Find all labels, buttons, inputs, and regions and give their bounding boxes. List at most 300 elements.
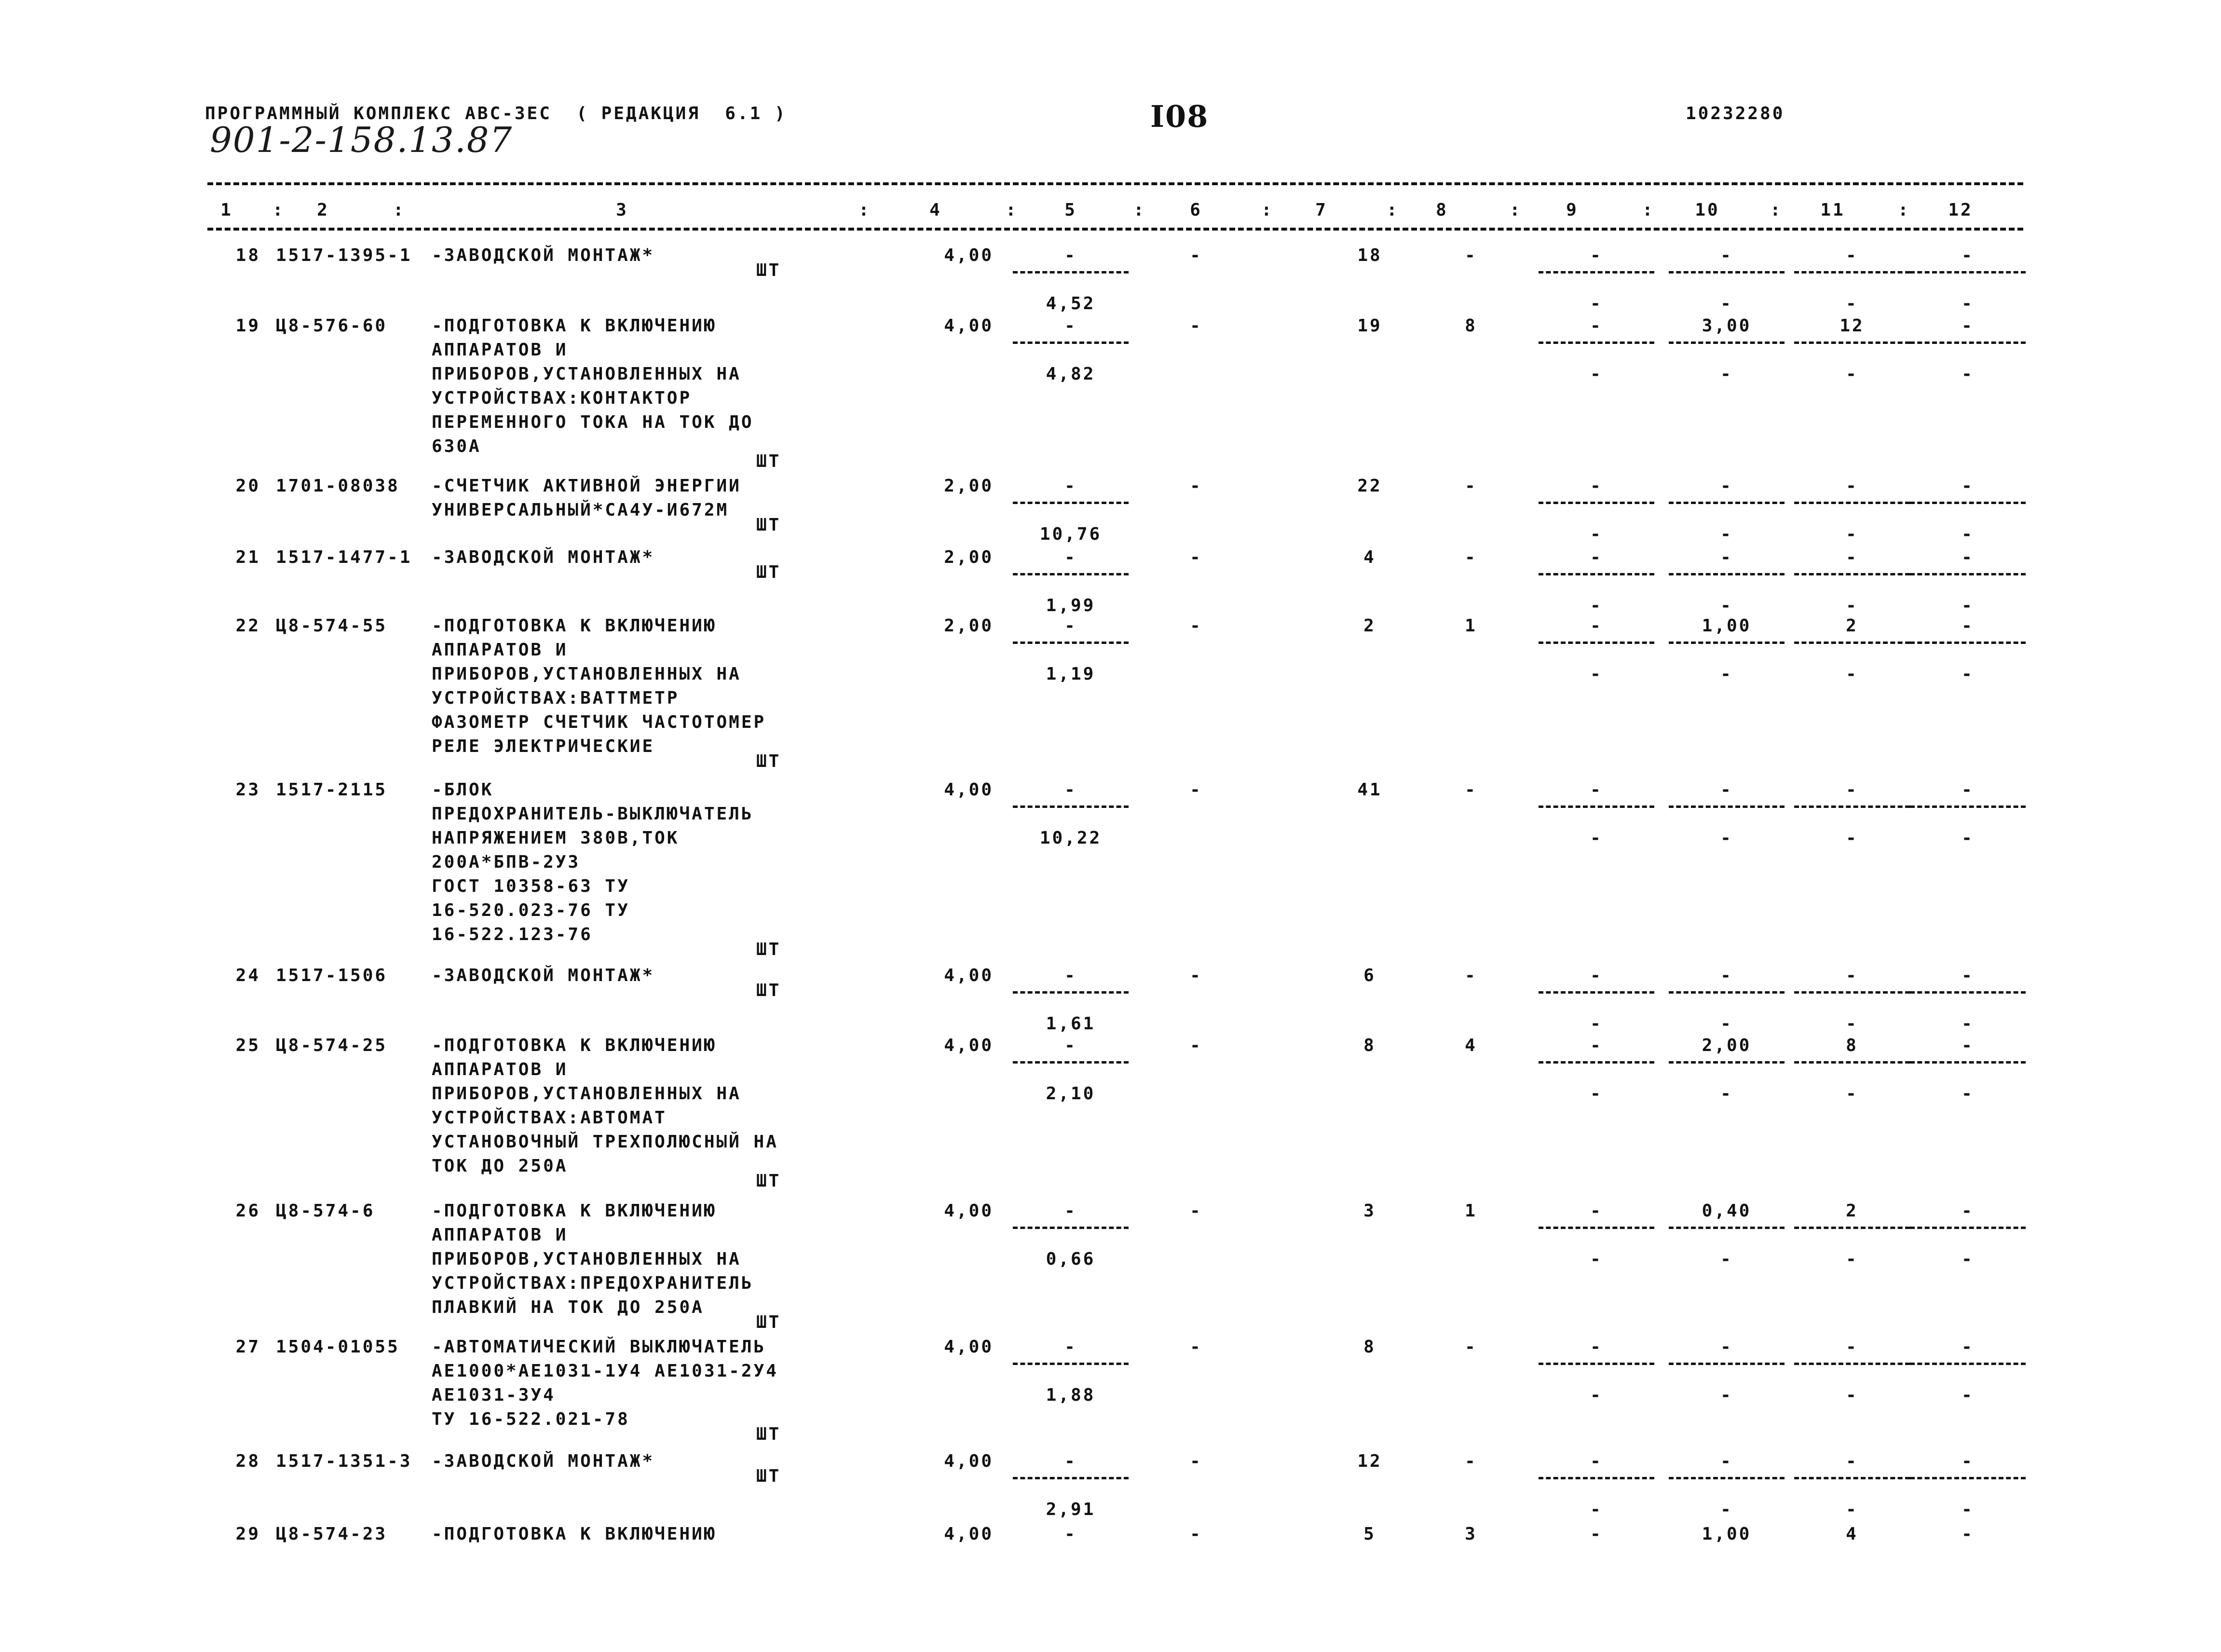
col5-bottom-value: 0,66 <box>1046 1249 1096 1269</box>
row-number: 24 <box>235 966 260 985</box>
c9-divider <box>1539 991 1654 994</box>
item-code: 1517-1477-1 <box>276 547 412 567</box>
c10-bottom-value: - <box>1720 596 1733 615</box>
c11-top-value: 4 <box>1846 1524 1858 1544</box>
c10-divider <box>1669 573 1785 575</box>
item-description-line: УСТРОЙСТВАХ:ПРЕДОХРАНИТЕЛЬ <box>432 1273 754 1293</box>
col5-top-value: - <box>1064 246 1077 265</box>
c11-top-value: 2 <box>1846 616 1858 636</box>
quantity: 4,00 <box>944 1036 994 1055</box>
c11-bottom-value: - <box>1846 1385 1858 1405</box>
col7-value: 2 <box>1363 616 1376 636</box>
c9-top-value: - <box>1590 246 1603 265</box>
c10-divider <box>1669 341 1785 344</box>
col6-value: - <box>1190 476 1202 496</box>
c11-bottom-value: - <box>1846 828 1858 848</box>
col8-value: 1 <box>1465 616 1477 636</box>
c12-bottom-value: - <box>1962 828 1974 848</box>
c12-top-value: - <box>1962 246 1974 265</box>
column-header-2: 2 <box>317 200 329 220</box>
item-code: Ц8-574-55 <box>276 616 388 636</box>
c12-bottom-value: - <box>1962 364 1974 384</box>
c12-divider <box>1910 1363 2026 1365</box>
c12-bottom-value: - <box>1962 1249 1974 1269</box>
c11-divider <box>1794 502 1910 504</box>
row-number: 26 <box>235 1201 260 1221</box>
col5-divider <box>1013 1477 1129 1479</box>
c10-divider <box>1669 1363 1785 1365</box>
column-header-8: 8 <box>1436 200 1448 220</box>
col6-value: - <box>1190 616 1202 636</box>
row-number: 18 <box>235 246 260 265</box>
c10-bottom-value: - <box>1720 1500 1733 1519</box>
c9-bottom-value: - <box>1590 1249 1603 1269</box>
c10-divider <box>1669 806 1785 808</box>
c9-top-value: - <box>1590 616 1603 636</box>
unit-label: ШТ <box>756 1424 781 1444</box>
c11-bottom-value: - <box>1846 364 1858 384</box>
item-description-line: 630А <box>432 437 481 456</box>
col7-value: 18 <box>1357 246 1382 265</box>
col6-value: - <box>1190 316 1202 336</box>
item-description-line: -АВТОМАТИЧЕСКИЙ ВЫКЛЮЧАТЕЛЬ <box>432 1337 766 1357</box>
c11-bottom-value: - <box>1846 664 1858 684</box>
c11-top-value: - <box>1846 1337 1858 1357</box>
quantity: 2,00 <box>944 476 994 496</box>
quantity: 4,00 <box>944 316 994 336</box>
quantity: 4,00 <box>944 1524 994 1544</box>
c11-divider <box>1794 271 1910 273</box>
column-separator: : <box>393 200 406 220</box>
row-number: 27 <box>235 1337 260 1357</box>
item-code: Ц8-576-60 <box>276 316 388 336</box>
item-code: Ц8-574-23 <box>276 1524 388 1544</box>
column-header-11: 11 <box>1820 200 1845 220</box>
col5-bottom-value: 4,82 <box>1046 364 1096 384</box>
c9-bottom-value: - <box>1590 664 1603 684</box>
col7-value: 19 <box>1357 316 1382 336</box>
c10-divider <box>1669 1477 1785 1479</box>
item-description-line: -ЗАВОДСКОЙ МОНТАЖ* <box>432 547 655 567</box>
col5-divider <box>1013 271 1129 273</box>
col5-top-value: - <box>1064 476 1077 496</box>
c10-top-value: 1,00 <box>1702 616 1752 636</box>
c9-top-value: - <box>1590 476 1603 496</box>
c9-divider <box>1539 1363 1654 1365</box>
c12-bottom-value: - <box>1962 1385 1974 1405</box>
c10-bottom-value: - <box>1720 524 1733 544</box>
col5-divider <box>1013 502 1129 504</box>
quantity: 4,00 <box>944 966 994 985</box>
column-separator: : <box>273 200 285 220</box>
c9-divider <box>1539 806 1654 808</box>
col5-divider <box>1013 806 1129 808</box>
item-description-line: ПРИБОРОВ,УСТАНОВЛЕННЫХ НА <box>432 664 741 684</box>
c10-top-value: 0,40 <box>1702 1201 1752 1221</box>
unit-label: ШТ <box>756 940 781 959</box>
c11-divider <box>1794 573 1910 575</box>
c9-bottom-value: - <box>1590 524 1603 544</box>
col6-value: - <box>1190 1451 1202 1471</box>
c12-bottom-value: - <box>1962 294 1974 314</box>
col6-value: - <box>1190 1201 1202 1221</box>
col5-divider <box>1013 573 1129 575</box>
item-description-line: -ПОДГОТОВКА К ВКЛЮЧЕНИЮ <box>432 1524 717 1544</box>
item-code: 1701-08038 <box>276 476 400 496</box>
c12-divider <box>1910 991 2026 994</box>
col5-bottom-value: 10,22 <box>1039 828 1102 848</box>
c10-bottom-value: - <box>1720 828 1733 848</box>
col5-divider <box>1013 1363 1129 1365</box>
c10-top-value: 2,00 <box>1702 1036 1752 1055</box>
c12-top-value: - <box>1962 1524 1974 1544</box>
item-description-line: АЕ1031-3У4 <box>432 1385 556 1405</box>
col8-value: 8 <box>1465 316 1477 336</box>
c9-top-value: - <box>1590 966 1603 985</box>
c11-top-value: 2 <box>1846 1201 1858 1221</box>
col8-value: - <box>1465 780 1477 800</box>
c10-bottom-value: - <box>1720 1014 1733 1034</box>
item-description-line: -ПОДГОТОВКА К ВКЛЮЧЕНИЮ <box>432 316 717 336</box>
c12-bottom-value: - <box>1962 664 1974 684</box>
c10-top-value: 1,00 <box>1702 1524 1752 1544</box>
quantity: 4,00 <box>944 1451 994 1471</box>
item-description-line: РЕЛЕ ЭЛЕКТРИЧЕСКИЕ <box>432 737 655 756</box>
program-header: ПРОГРАММНЫЙ КОМПЛЕКС АВС-3ЕС ( РЕДАКЦИЯ 6.1 ) <box>205 104 787 123</box>
unit-label: ШТ <box>756 515 781 535</box>
c11-divider <box>1794 1061 1910 1064</box>
quantity: 4,00 <box>944 780 994 800</box>
c9-top-value: - <box>1590 1036 1603 1055</box>
c11-bottom-value: - <box>1846 1500 1858 1519</box>
column-separator: : <box>858 200 871 220</box>
column-separator: : <box>1006 200 1018 220</box>
col5-top-value: - <box>1064 1337 1077 1357</box>
row-number: 28 <box>235 1451 260 1471</box>
c11-divider <box>1794 642 1910 644</box>
item-code: 1517-2115 <box>276 780 388 800</box>
c9-divider <box>1539 1477 1654 1479</box>
column-separator: : <box>1642 200 1655 220</box>
col5-bottom-value: 10,76 <box>1039 524 1102 544</box>
c12-divider <box>1910 1227 2026 1229</box>
c9-bottom-value: - <box>1590 1084 1603 1104</box>
row-number: 20 <box>235 476 260 496</box>
item-description-line: ПЕРЕМЕННОГО ТОКА НА ТОК ДО <box>432 412 754 432</box>
c9-bottom-value: - <box>1590 1385 1603 1405</box>
c9-top-value: - <box>1590 780 1603 800</box>
item-description-line: ГОСТ 10358-63 ТУ <box>432 876 630 896</box>
item-description-line: ТУ 16-522.021-78 <box>432 1409 630 1429</box>
c10-divider <box>1669 642 1785 644</box>
c12-divider <box>1910 341 2026 344</box>
item-code: 1504-01055 <box>276 1337 400 1357</box>
c10-divider <box>1669 1227 1785 1229</box>
quantity: 2,00 <box>944 547 994 567</box>
item-description-line: ПРИБОРОВ,УСТАНОВЛЕННЫХ НА <box>432 364 741 384</box>
c9-top-value: - <box>1590 1524 1603 1544</box>
c10-divider <box>1669 1061 1785 1064</box>
unit-label: ШТ <box>756 751 781 771</box>
item-description-line: УСТРОЙСТВАХ:КОНТАКТОР <box>432 388 692 408</box>
col6-value: - <box>1190 1337 1202 1357</box>
quantity: 4,00 <box>944 1201 994 1221</box>
col5-divider <box>1013 341 1129 344</box>
table-top-rule <box>207 182 2023 185</box>
col5-bottom-value: 1,19 <box>1046 664 1096 684</box>
c9-top-value: - <box>1590 1337 1603 1357</box>
item-description-line: УСТАНОВОЧНЫЙ ТРЕХПОЛЮСНЫЙ НА <box>432 1132 778 1152</box>
item-code: 1517-1506 <box>276 966 388 985</box>
item-description-line: УСТРОЙСТВАХ:ВАТТМЕТР <box>432 688 680 708</box>
col7-value: 22 <box>1357 476 1382 496</box>
c12-top-value: - <box>1962 966 1974 985</box>
c10-bottom-value: - <box>1720 1385 1733 1405</box>
item-description-line: ПЛАВКИЙ НА ТОК ДО 250А <box>432 1297 704 1317</box>
item-code: Ц8-574-25 <box>276 1036 388 1055</box>
item-description-line: ФАЗОМЕТР СЧЕТЧИК ЧАСТОТОМЕР <box>432 712 766 732</box>
c9-divider <box>1539 502 1654 504</box>
c9-divider <box>1539 573 1654 575</box>
c9-top-value: - <box>1590 316 1603 336</box>
c11-bottom-value: - <box>1846 596 1858 615</box>
c9-divider <box>1539 341 1654 344</box>
c11-divider <box>1794 991 1910 994</box>
item-description-line: -ЗАВОДСКОЙ МОНТАЖ* <box>432 1451 655 1471</box>
col5-bottom-value: 1,61 <box>1046 1014 1096 1034</box>
item-code: Ц8-574-6 <box>276 1201 375 1221</box>
col6-value: - <box>1190 246 1202 265</box>
c9-top-value: - <box>1590 547 1603 567</box>
col5-top-value: - <box>1064 547 1077 567</box>
column-separator: : <box>1387 200 1399 220</box>
col7-value: 8 <box>1363 1036 1376 1055</box>
unit-label: ШТ <box>756 1466 781 1486</box>
c11-bottom-value: - <box>1846 294 1858 314</box>
column-header-5: 5 <box>1064 200 1077 220</box>
c11-top-value: 8 <box>1846 1036 1858 1055</box>
col5-bottom-value: 1,88 <box>1046 1385 1096 1405</box>
c11-bottom-value: - <box>1846 1014 1858 1034</box>
c11-bottom-value: - <box>1846 1084 1858 1104</box>
column-header-1: 1 <box>220 200 233 220</box>
col7-value: 3 <box>1363 1201 1376 1221</box>
c9-divider <box>1539 1061 1654 1064</box>
col5-divider <box>1013 1061 1129 1064</box>
c9-divider <box>1539 642 1654 644</box>
c11-top-value: - <box>1846 1451 1858 1471</box>
col7-value: 41 <box>1357 780 1382 800</box>
c11-top-value: - <box>1846 780 1858 800</box>
col6-value: - <box>1190 1036 1202 1055</box>
c9-bottom-value: - <box>1590 364 1603 384</box>
col5-bottom-value: 2,10 <box>1046 1084 1096 1104</box>
item-description-line: ПРИБОРОВ,УСТАНОВЛЕННЫХ НА <box>432 1084 741 1104</box>
unit-label: ШТ <box>756 1171 781 1191</box>
col7-value: 5 <box>1363 1524 1376 1544</box>
c10-top-value: - <box>1720 966 1733 985</box>
c12-bottom-value: - <box>1962 596 1974 615</box>
row-number: 23 <box>235 780 260 800</box>
item-description-line: АППАРАТОВ И <box>432 1225 568 1245</box>
quantity: 4,00 <box>944 1337 994 1357</box>
c10-divider <box>1669 271 1785 273</box>
item-description-line: НАПРЯЖЕНИЕМ 380В,ТОК <box>432 828 680 848</box>
col5-top-value: - <box>1064 1451 1077 1471</box>
row-number: 29 <box>235 1524 260 1544</box>
col5-divider <box>1013 642 1129 644</box>
c12-top-value: - <box>1962 780 1974 800</box>
item-description-line: -ЗАВОДСКОЙ МОНТАЖ* <box>432 246 655 265</box>
item-description-line: -ПОДГОТОВКА К ВКЛЮЧЕНИЮ <box>432 1201 717 1221</box>
unit-label: ШТ <box>756 451 781 471</box>
c11-top-value: - <box>1846 547 1858 567</box>
col5-top-value: - <box>1064 316 1077 336</box>
document-code: 10232280 <box>1686 104 1785 123</box>
table-header-rule <box>207 228 2023 231</box>
col8-value: - <box>1465 1337 1477 1357</box>
c10-top-value: 3,00 <box>1702 316 1752 336</box>
c12-top-value: - <box>1962 547 1974 567</box>
col5-top-value: - <box>1064 1201 1077 1221</box>
item-description-line: 16-522.123-76 <box>432 925 593 944</box>
c10-bottom-value: - <box>1720 664 1733 684</box>
page-number: I08 <box>1150 99 1209 134</box>
item-description-line: -ПОДГОТОВКА К ВКЛЮЧЕНИЮ <box>432 616 717 636</box>
c12-top-value: - <box>1962 316 1974 336</box>
c11-divider <box>1794 1477 1910 1479</box>
row-number: 25 <box>235 1036 260 1055</box>
c11-top-value: 12 <box>1839 316 1865 336</box>
c11-divider <box>1794 1227 1910 1229</box>
c10-bottom-value: - <box>1720 364 1733 384</box>
column-header-9: 9 <box>1566 200 1579 220</box>
col5-bottom-value: 4,52 <box>1046 294 1096 314</box>
c10-top-value: - <box>1720 476 1733 496</box>
column-header-12: 12 <box>1948 200 1973 220</box>
c10-bottom-value: - <box>1720 1084 1733 1104</box>
column-separator: : <box>1510 200 1522 220</box>
c9-bottom-value: - <box>1590 294 1603 314</box>
col7-value: 4 <box>1363 547 1376 567</box>
col8-value: 3 <box>1465 1524 1477 1544</box>
col8-value: - <box>1465 547 1477 567</box>
col8-value: 1 <box>1465 1201 1477 1221</box>
column-separator: : <box>1133 200 1146 220</box>
c11-divider <box>1794 341 1910 344</box>
column-header-6: 6 <box>1190 200 1202 220</box>
col5-top-value: - <box>1064 616 1077 636</box>
unit-label: ШТ <box>756 260 781 280</box>
c12-divider <box>1910 1477 2026 1479</box>
col5-top-value: - <box>1064 1036 1077 1055</box>
col8-value: - <box>1465 246 1477 265</box>
col5-divider <box>1013 991 1129 994</box>
c12-top-value: - <box>1962 1201 1974 1221</box>
item-description-line: УНИВЕРСАЛЬНЫЙ*СА4У-И672М <box>432 500 729 520</box>
item-description-line: ТОК ДО 250А <box>432 1156 568 1176</box>
c11-top-value: - <box>1846 966 1858 985</box>
item-description-line: АППАРАТОВ И <box>432 1060 568 1079</box>
item-description-line: АЕ1000*АЕ1031-1У4 АЕ1031-2У4 <box>432 1361 778 1381</box>
c12-divider <box>1910 271 2026 273</box>
item-description-line: ПРЕДОХРАНИТЕЛЬ-ВЫКЛЮЧАТЕЛЬ <box>432 804 754 824</box>
c12-bottom-value: - <box>1962 1084 1974 1104</box>
item-description-line: УСТРОЙСТВАХ:АВТОМАТ <box>432 1108 667 1128</box>
c10-divider <box>1669 991 1785 994</box>
column-header-3: 3 <box>616 200 628 220</box>
col5-top-value: - <box>1064 966 1077 985</box>
column-header-10: 10 <box>1695 200 1720 220</box>
col5-top-value: - <box>1064 1524 1077 1544</box>
c12-divider <box>1910 642 2026 644</box>
c12-divider <box>1910 806 2026 808</box>
c11-top-value: - <box>1846 246 1858 265</box>
col8-value: - <box>1465 966 1477 985</box>
col8-value: - <box>1465 1451 1477 1471</box>
c9-divider <box>1539 271 1654 273</box>
column-separator: : <box>1770 200 1783 220</box>
c11-top-value: - <box>1846 476 1858 496</box>
c12-divider <box>1910 502 2026 504</box>
c12-top-value: - <box>1962 1451 1974 1471</box>
col5-bottom-value: 1,99 <box>1046 596 1096 615</box>
item-description-line: -ЗАВОДСКОЙ МОНТАЖ* <box>432 966 655 985</box>
col6-value: - <box>1190 780 1202 800</box>
c12-top-value: - <box>1962 616 1974 636</box>
c10-top-value: - <box>1720 547 1733 567</box>
col7-value: 6 <box>1363 966 1376 985</box>
col6-value: - <box>1190 547 1202 567</box>
unit-label: ШТ <box>756 562 781 582</box>
column-header-7: 7 <box>1315 200 1328 220</box>
c10-divider <box>1669 502 1785 504</box>
c9-top-value: - <box>1590 1451 1603 1471</box>
c9-bottom-value: - <box>1590 1014 1603 1034</box>
col8-value: 4 <box>1465 1036 1477 1055</box>
row-number: 19 <box>235 316 260 336</box>
col5-divider <box>1013 1227 1129 1229</box>
col5-bottom-value: 2,91 <box>1046 1500 1096 1519</box>
c11-bottom-value: - <box>1846 524 1858 544</box>
unit-label: ШТ <box>756 981 781 1000</box>
quantity: 4,00 <box>944 246 994 265</box>
c9-bottom-value: - <box>1590 828 1603 848</box>
handwritten-reference: 901-2-158.13.87 <box>210 120 513 160</box>
c12-bottom-value: - <box>1962 524 1974 544</box>
column-header-4: 4 <box>929 200 942 220</box>
col5-top-value: - <box>1064 780 1077 800</box>
c9-top-value: - <box>1590 1201 1603 1221</box>
c10-bottom-value: - <box>1720 1249 1733 1269</box>
c11-bottom-value: - <box>1846 1249 1858 1269</box>
c9-bottom-value: - <box>1590 1500 1603 1519</box>
c12-top-value: - <box>1962 476 1974 496</box>
c12-bottom-value: - <box>1962 1500 1974 1519</box>
item-description-line: -БЛОК <box>432 780 494 800</box>
item-description-line: -СЧЕТЧИК АКТИВНОЙ ЭНЕРГИИ <box>432 476 741 496</box>
column-separator: : <box>1898 200 1910 220</box>
item-description-line: 200А*БПВ-2У3 <box>432 852 581 872</box>
c10-bottom-value: - <box>1720 294 1733 314</box>
row-number: 22 <box>235 616 260 636</box>
item-code: 1517-1351-3 <box>276 1451 412 1471</box>
c9-divider <box>1539 1227 1654 1229</box>
column-separator: : <box>1261 200 1274 220</box>
c11-divider <box>1794 806 1910 808</box>
c9-bottom-value: - <box>1590 596 1603 615</box>
item-description-line: ПРИБОРОВ,УСТАНОВЛЕННЫХ НА <box>432 1249 741 1269</box>
